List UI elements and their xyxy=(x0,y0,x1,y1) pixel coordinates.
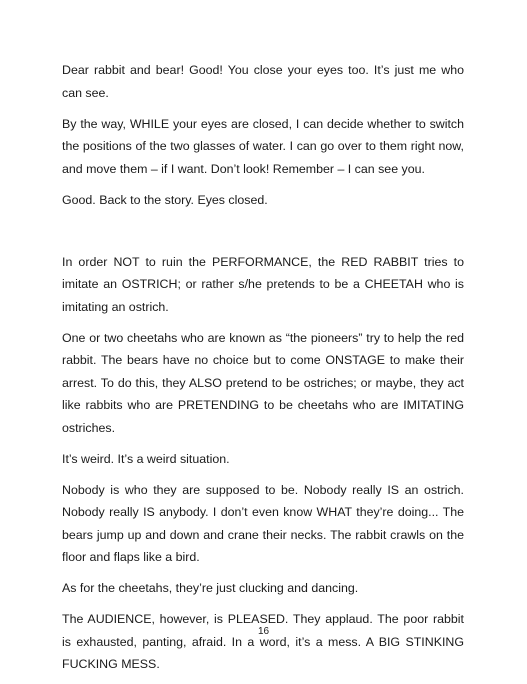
paragraph: Nobody is who they are supposed to be. Nobody really IS an ostrich. Nobody really IS anybody. I don’t even know WHAT they’re doing... The bears jump up and down and crane their necks. The rabbit crawls on the floor and flaps like a bird. xyxy=(62,482,464,564)
paragraph-spacer xyxy=(62,220,464,243)
paragraph: One or two cheetahs who are known as “the pioneers” try to help the red rabbit. The bears have no choice but to come ONSTAGE to make their arrest. To do this, they ALSO pretend to be ostriches; or maybe, they act like rabbits who are PRETENDING to be cheetahs who are IMITATING ostriches. xyxy=(62,330,464,435)
page-number: 16 xyxy=(257,626,270,637)
paragraph: By the way, WHILE your eyes are closed, I can decide whether to switch the positions of the two glasses of water. I can go over to them right now, and move them – if I want. Don’t look! Remember – I can see you. xyxy=(62,116,464,176)
paragraph: Dear rabbit and bear! Good! You close your eyes too. It’s just me who can see. xyxy=(62,63,464,100)
paragraph: The AUDIENCE, however, is PLEASED. They applaud. The poor rabbit is exhausted, panting, afraid. In a word, it’s a mess. A BIG STINKING FUCKING MESS. xyxy=(62,612,464,671)
paragraph: In order NOT to ruin the PERFORMANCE, the RED RABBIT tries to imitate an OSTRICH; or rather s/he pretends to be a CHEETAH who is imitating an ostrich. xyxy=(62,254,464,314)
paragraph: As for the cheetahs, they’re just clucking and dancing. xyxy=(62,581,359,595)
paragraph: It’s weird. It’s a weird situation. xyxy=(62,451,230,466)
page-body xyxy=(62,59,464,684)
paragraph: Good. Back to the story. Eyes closed. xyxy=(62,192,268,207)
